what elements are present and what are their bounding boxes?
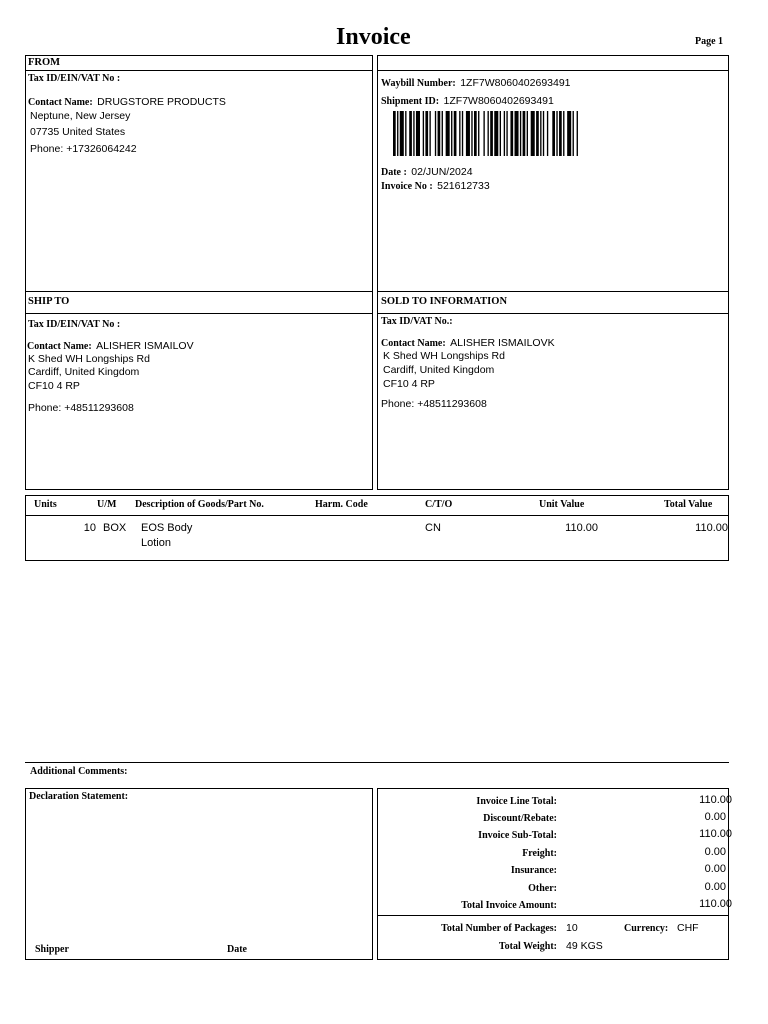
col-header-unit-value: Unit Value: [539, 499, 585, 510]
invoice-line-total-label: Invoice Line Total:: [476, 796, 557, 807]
row-um: BOX: [103, 522, 127, 534]
packages-value: 10: [566, 922, 578, 934]
barcode-image: [393, 111, 629, 156]
insurance-value: 0.00: [704, 863, 726, 875]
col-header-cto: C/T/O: [425, 499, 453, 510]
sold-to-address-line: CF10 4 RP: [383, 378, 435, 390]
currency-value: CHF: [677, 922, 699, 934]
invoice-line-total-value: 110.00: [699, 794, 732, 806]
total-invoice-amount-label: Total Invoice Amount:: [461, 900, 557, 911]
row-description: Lotion: [141, 537, 171, 549]
weight-label: Total Weight:: [498, 941, 557, 952]
total-invoice-amount-value: 110.00: [699, 898, 732, 910]
waybill-number: 1ZF7W8060402693491: [460, 77, 571, 89]
discount-value: 0.00: [704, 811, 726, 823]
from-contact-label: Contact Name:: [28, 97, 93, 108]
weight-value: 49 KGS: [566, 940, 603, 952]
from-tax-label: Tax ID/EIN/VAT No :: [28, 73, 121, 84]
sold-to-tax-label: Tax ID/VAT No.:: [381, 316, 453, 327]
additional-comments-label: Additional Comments:: [30, 766, 128, 777]
comments-rule: [25, 762, 729, 763]
totals-divider: [377, 915, 729, 916]
shipment-id-label: Shipment ID:: [381, 96, 440, 107]
row-unit-value: 110.00: [565, 522, 598, 534]
ship-to-address-line: K Shed WH Longships Rd: [28, 353, 150, 365]
row-units: 10: [83, 522, 96, 534]
sub-total-label: Invoice Sub-Total:: [478, 830, 557, 841]
invoice-number-label: Invoice No :: [381, 181, 433, 192]
declaration-label: Declaration Statement:: [29, 791, 129, 802]
sold-to-address-line: Cardiff, United Kingdom: [383, 364, 495, 376]
declaration-section: [25, 788, 373, 960]
from-section-title: FROM: [28, 57, 61, 68]
currency-label: Currency:: [624, 923, 669, 934]
ship-to-phone: Phone: +48511293608: [28, 402, 134, 414]
discount-label: Discount/Rebate:: [483, 813, 557, 824]
shipper-date-label: Date: [227, 944, 247, 955]
from-address-line: 07735 United States: [30, 126, 126, 138]
insurance-label: Insurance:: [510, 865, 557, 876]
freight-value: 0.00: [704, 846, 726, 858]
shipment-id: 1ZF7W8060402693491: [443, 95, 554, 107]
waybill-label: Waybill Number:: [381, 78, 456, 89]
from-divider: [25, 70, 373, 71]
other-label: Other:: [528, 883, 557, 894]
from-phone: Phone: +17326064242: [30, 143, 137, 155]
ship-to-tax-label: Tax ID/EIN/VAT No :: [28, 319, 121, 330]
shipment-divider: [377, 70, 729, 71]
ship-to-contact-name: ALISHER ISMAILOV: [96, 340, 194, 352]
col-header-harm-code: Harm. Code: [315, 499, 368, 510]
sold-to-contact-name: ALISHER ISMAILOVK: [450, 337, 555, 349]
col-header-units: Units: [34, 499, 57, 510]
page-number: Page 1: [695, 36, 724, 47]
items-header-divider: [25, 515, 729, 516]
from-section: [25, 55, 373, 292]
sold-to-section-title: SOLD TO INFORMATION: [381, 296, 508, 307]
shipper-label: Shipper: [35, 944, 69, 955]
from-contact-name: DRUGSTORE PRODUCTS: [97, 96, 226, 108]
ship-to-address-line: Cardiff, United Kingdom: [28, 366, 140, 378]
invoice-title: Invoice: [336, 24, 411, 50]
col-header-um: U/M: [97, 499, 117, 510]
from-address-line: Neptune, New Jersey: [30, 110, 131, 122]
ship-to-address-line: CF10 4 RP: [28, 380, 80, 392]
ship-to-contact-label: Contact Name:: [27, 341, 92, 352]
col-header-total-value: Total Value: [664, 499, 713, 510]
row-cto: CN: [425, 522, 441, 534]
date-label: Date :: [381, 167, 407, 178]
sold-to-contact-label: Contact Name:: [381, 338, 446, 349]
row-description: EOS Body: [141, 522, 193, 534]
ship-to-divider: [25, 313, 373, 314]
freight-label: Freight:: [522, 848, 557, 859]
sold-to-phone: Phone: +48511293608: [381, 398, 487, 410]
row-total-value: 110.00: [695, 522, 728, 534]
invoice-date: 02/JUN/2024: [411, 166, 473, 178]
ship-to-section-title: SHIP TO: [28, 296, 70, 307]
sold-to-address-line: K Shed WH Longships Rd: [383, 350, 505, 362]
sold-to-divider: [377, 313, 729, 314]
sub-total-value: 110.00: [699, 828, 732, 840]
items-table: [25, 495, 729, 561]
other-value: 0.00: [704, 881, 726, 893]
packages-label: Total Number of Packages:: [441, 923, 557, 934]
invoice-number: 521612733: [437, 180, 490, 192]
col-header-description: Description of Goods/Part No.: [135, 499, 264, 510]
